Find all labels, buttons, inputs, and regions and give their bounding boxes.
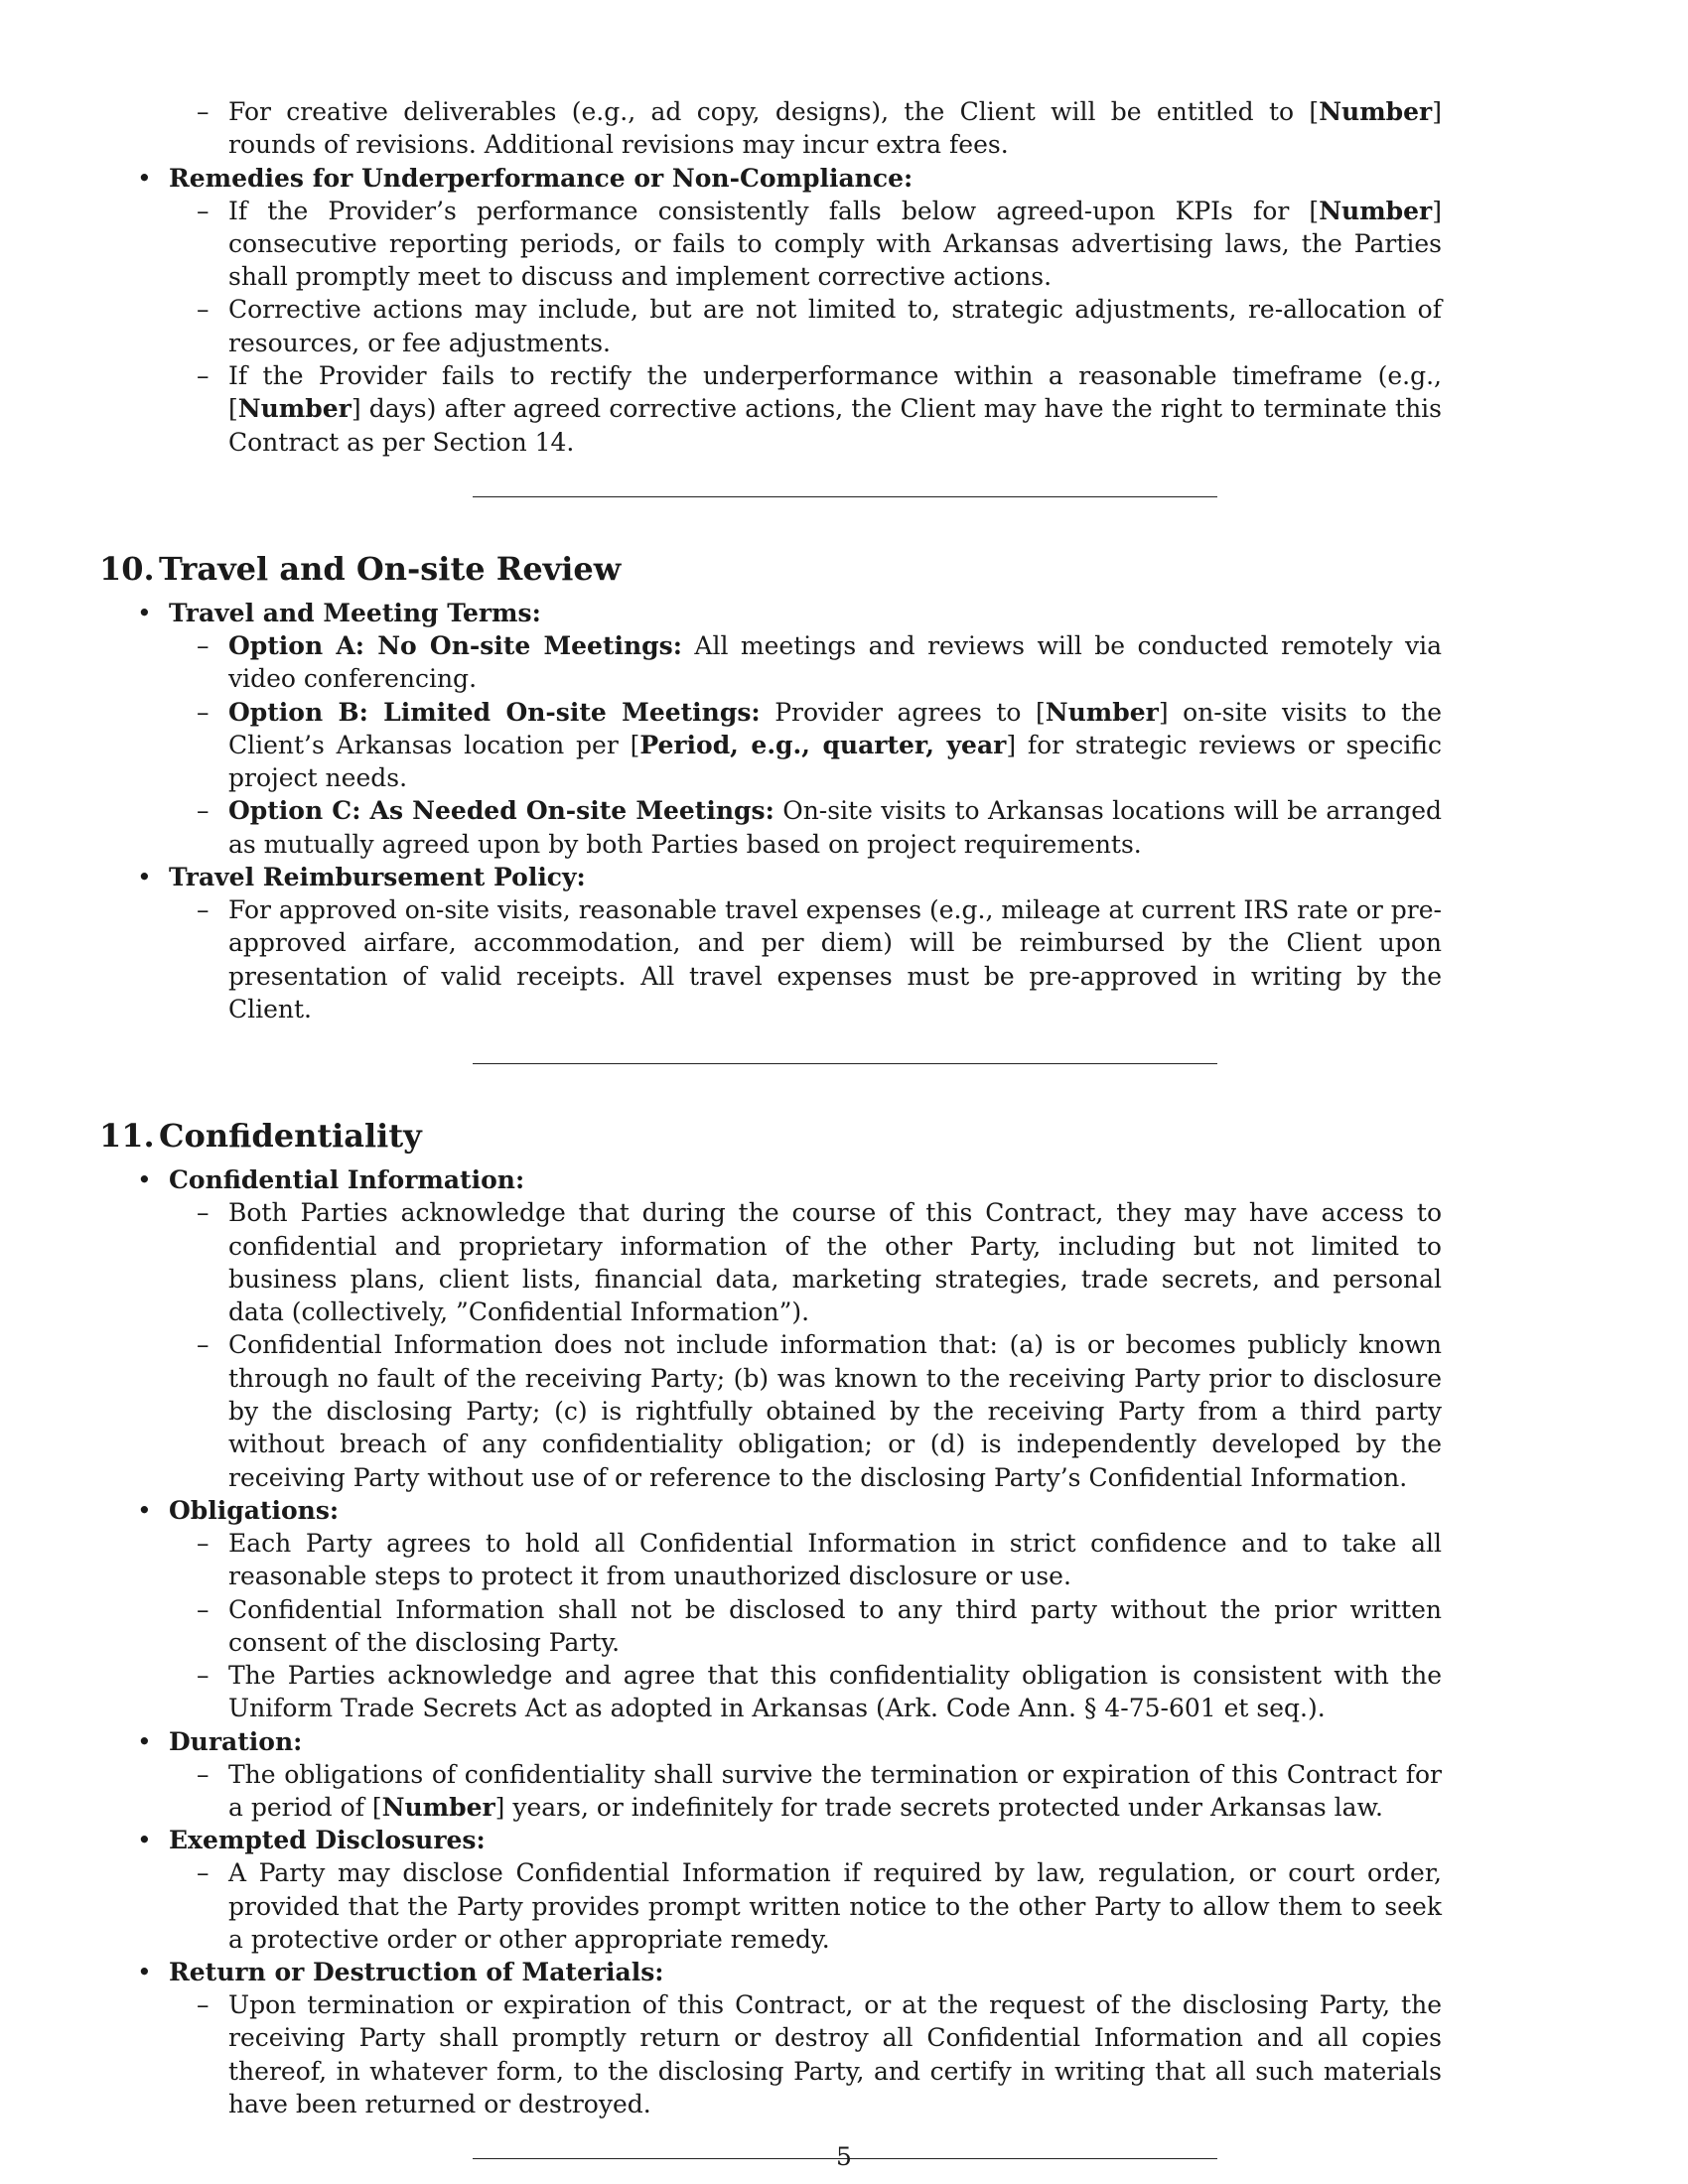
sub-item: – If the Provider fails to rectify the underperformance within a reasonable timeframe (e.g., [Number] days) after agreed corrective actions, the Client may have the right to terminate this Contract as per Section 14. — [197, 361, 1442, 457]
dash-marker: – — [197, 196, 210, 225]
emphasis-text: Number — [381, 1792, 495, 1822]
dash-marker: – — [197, 97, 210, 126]
emphasis-text: Option B: Limited On-site Meetings: — [228, 697, 761, 727]
dash-marker: – — [197, 1198, 210, 1228]
section-number: 10. — [99, 549, 155, 588]
section-list — [99, 597, 1589, 1025]
emphasis-text: Number — [1319, 97, 1433, 126]
sub-item: – Both Parties acknowledge that during the course of this Contract, they may have access to confidential and proprietary information of the other Party, including but not limited to business plans, client lists, financial data, marketing strategies, trade secrets, and personal data (collectively, ”Confidential Information”). — [197, 1198, 1442, 1327]
emphasis-text: Number — [1319, 196, 1433, 225]
dash-marker: – — [197, 697, 210, 727]
bullet-item — [99, 1163, 1589, 1196]
section-number: 11. — [99, 1117, 155, 1156]
sections — [99, 547, 1589, 2159]
section-heading — [99, 1114, 1589, 1158]
page-number: 5 — [836, 2142, 852, 2171]
dash-marker: – — [197, 1594, 210, 1624]
emphasis-text: Number — [1045, 697, 1159, 727]
sub-item: – Upon termination or expiration of this Contract, or at the request of the disclosing Party, the receiving Party shall promptly return or destroy all Confidential Information and all copies thereof, in whatever form, to the disclosing Party, and certify in writing that all such materials have been returned or destroyed. — [197, 1990, 1442, 2119]
bullet-item — [99, 861, 1589, 893]
dash-marker: – — [197, 796, 210, 826]
bullet-item — [99, 1824, 1589, 1856]
sub-item: – Option B: Limited On-site Meetings: Provider agrees to [Number] on-site visits to the Client’s Arkansas location per [Period, e.g., quarter, year] for strategic reviews or specific project needs. — [197, 697, 1443, 793]
sub-item: – Corrective actions may include, but are not limited to, strategic adjustments, re-allocation of resources, or fee adjustments. — [197, 295, 1442, 357]
bullet-label: Remedies for Underperformance or Non-Compliance: — [169, 163, 914, 193]
bullet-label: Duration: — [169, 1726, 303, 1756]
bullet-label: Return or Destruction of Materials: — [169, 1958, 664, 1987]
document-page — [99, 95, 1589, 2159]
sub-item: – Confidential Information does not include information that: (a) is or becomes publicly known through no fault of the receiving Party; (b) was known to the receiving Party prior to disclosure by the disclosing Party; (c) is rightfully obtained by the receiving Party from a third party without breach of any confidentiality obligation; or (d) is independently developed by the receiving Party without use of or reference to the disclosing Party’s Confidential Information. — [197, 1330, 1442, 1492]
bullet-label: Confidential Information: — [169, 1165, 525, 1195]
emphasis-text: Option A: No On-site Meetings: — [228, 630, 682, 660]
dash-marker: – — [197, 895, 210, 925]
sub-item: – A Party may disclose Confidential Information if required by law, regulation, or court order, provided that the Party provides prompt written notice to the other Party to allow them to seek a protective order or other appropriate remedy. — [197, 1858, 1442, 1954]
dash-marker: – — [197, 1990, 210, 2020]
emphasis-text: Option C: As Needed On-site Meetings: — [228, 796, 774, 826]
sub-item: – For creative deliverables (e.g., ad copy, designs), the Client will be entitled to [Number] rounds of revisions. Additional revisions may incur extra fees. — [197, 97, 1442, 160]
sub-item: – If the Provider’s performance consistently falls below agreed-upon KPIs for [Number] consecutive reporting periods, or fails to comply with Arkansas advertising laws, the Parties shall promptly meet to discuss and implement corrective actions. — [197, 196, 1442, 292]
bullet-item — [99, 1956, 1589, 1988]
section-heading — [99, 547, 1589, 591]
dash-marker: – — [197, 1759, 210, 1789]
sub-item: – Each Party agrees to hold all Confidential Information in strict confidence and to take all reasonable steps to protect it from unauthorized disclosure or use. — [197, 1528, 1442, 1591]
sub-item: – Option A: No On-site Meetings: All meetings and reviews will be conducted remotely via video conferencing. — [197, 630, 1443, 694]
dash-marker: – — [197, 1528, 210, 1558]
section-divider — [473, 496, 1217, 497]
bullet-label: Travel and Meeting Terms: — [169, 598, 541, 627]
dash-marker: – — [197, 295, 210, 325]
sub-item: – The Parties acknowledge and agree that this confidentiality obligation is consistent with the Uniform Trade Secrets Act as adopted in Arkansas (Ark. Code Ann. § 4-75-601 et seq.). — [197, 1661, 1442, 1723]
bullet-label: Exempted Disclosures: — [169, 1826, 486, 1855]
section-title: Confidentiality — [159, 1117, 422, 1156]
section-divider — [473, 1063, 1217, 1064]
dash-marker: – — [197, 1661, 210, 1691]
dash-marker: – — [197, 1330, 210, 1360]
bullet-label: Travel Reimbursement Policy: — [169, 863, 586, 892]
dash-marker: – — [197, 630, 210, 660]
dash-marker: – — [197, 361, 210, 391]
bullet-item — [99, 597, 1589, 629]
section-title: Travel and On-site Review — [159, 549, 622, 588]
bullet-item — [99, 1494, 1589, 1527]
section-list — [99, 1163, 1589, 2120]
top-list — [99, 95, 1589, 459]
sub-item: – Confidential Information shall not be disclosed to any third party without the prior written consent of the disclosing Party. — [197, 1594, 1442, 1657]
emphasis-text: Number — [237, 394, 352, 424]
dash-marker: – — [197, 1858, 210, 1888]
bullet-item — [99, 162, 1589, 195]
bullet-item — [99, 1725, 1589, 1758]
sub-item: – Option C: As Needed On-site Meetings: On-site visits to Arkansas locations will be arranged as mutually agreed upon by both Parties based on project requirements. — [197, 796, 1443, 859]
emphasis-text: Period, e.g., quarter, year — [639, 730, 1007, 759]
bullet-label: Obligations: — [169, 1495, 340, 1525]
sub-item: – For approved on-site visits, reasonable travel expenses (e.g., mileage at current IRS rate or pre-approved airfare, accommodation, and per diem) will be reimbursed by the Client upon presentation of valid receipts. All travel expenses must be pre-approved in writing by the Client. — [197, 895, 1442, 1024]
sub-item: – The obligations of confidentiality shall survive the termination or expiration of this Contract for a period of [Number] years, or indefinitely for trade secrets protected under Arkansas law. — [197, 1759, 1442, 1822]
